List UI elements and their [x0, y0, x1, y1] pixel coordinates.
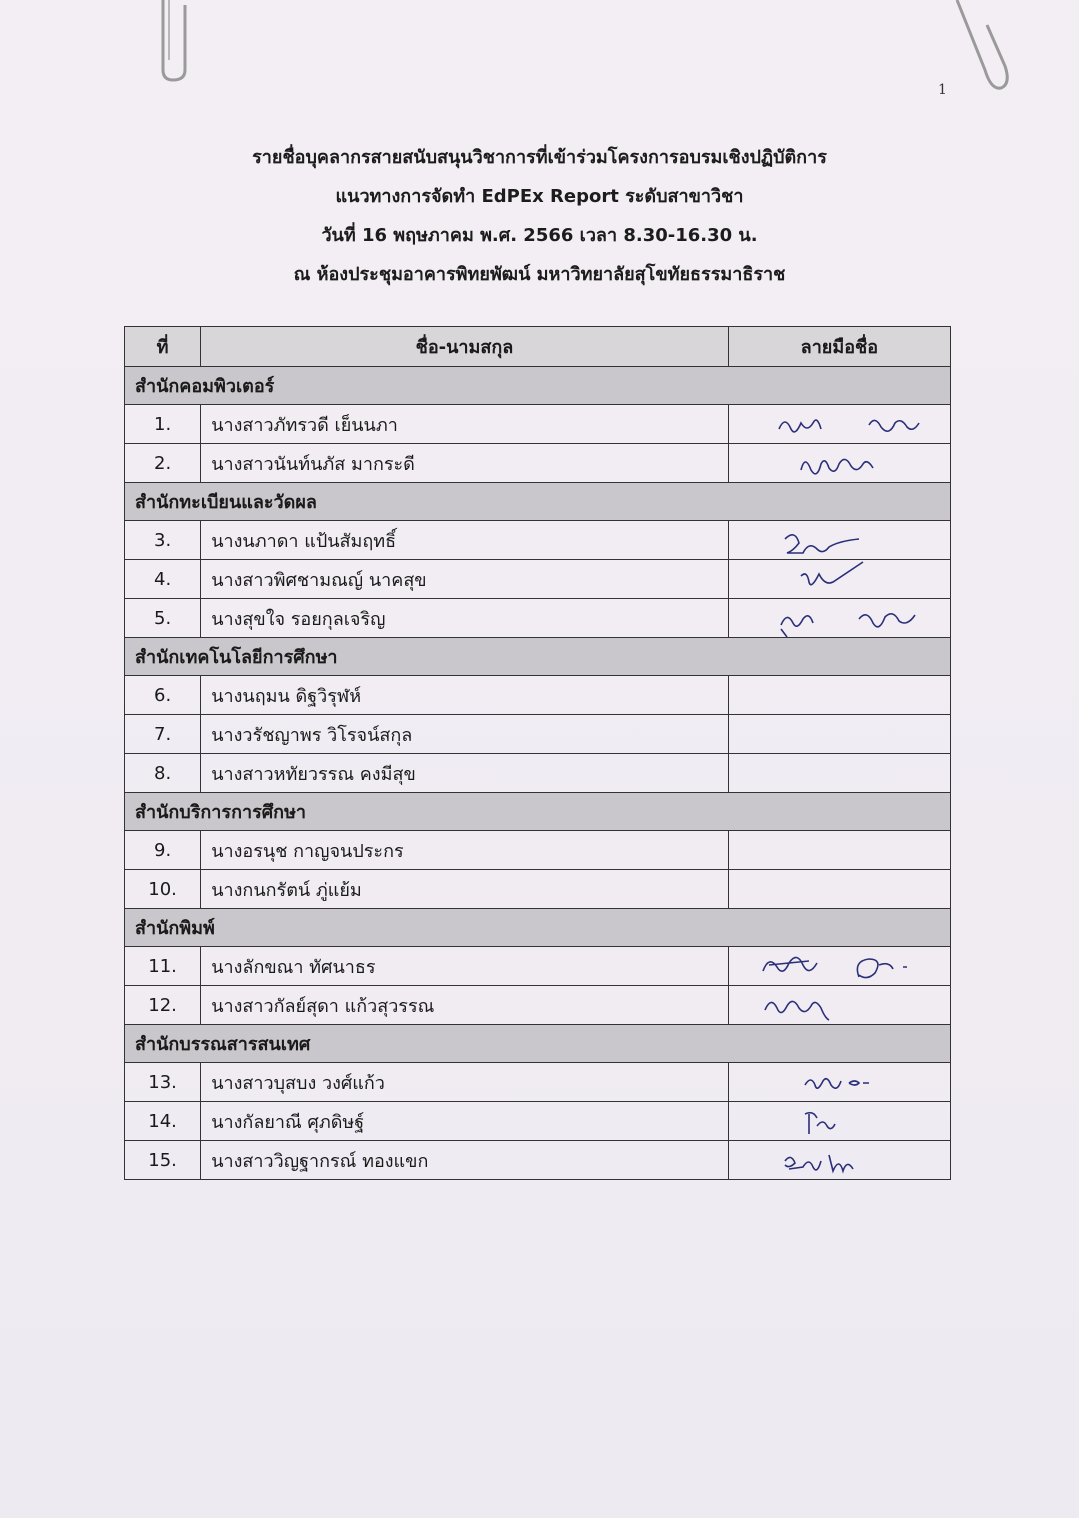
- table-row: [125, 986, 951, 1025]
- row-number: 12.: [125, 986, 201, 1025]
- row-number: 14.: [125, 1102, 201, 1141]
- row-number: 5.: [125, 599, 201, 638]
- title-line: รายชื่อบุคลากรสายสนับสนุนวิชาการที่เข้าร่วมโครงการอบรมเชิงปฏิบัติการ: [252, 147, 827, 168]
- table-row: [125, 715, 951, 754]
- section-label: สำนักคอมพิวเตอร์: [125, 367, 951, 405]
- section-label: สำนักทะเบียนและวัดผล: [125, 483, 951, 521]
- signature-cell: [728, 870, 950, 909]
- section-label: สำนักบรรณสารสนเทศ: [125, 1025, 951, 1063]
- row-name: นางสุขใจ รอยกุลเจริญ: [201, 599, 729, 638]
- table-row: [125, 405, 951, 444]
- table-row: [125, 444, 951, 483]
- row-name: นางสาวหทัยวรรณ คงมีสุข: [201, 754, 729, 793]
- table-row: [125, 560, 951, 599]
- section-row: [125, 367, 951, 405]
- signature-cell: [728, 1063, 950, 1102]
- handwritten-signature: [729, 521, 953, 559]
- row-number: 9.: [125, 831, 201, 870]
- row-name: นางวรัชญาพร วิโรจน์สกุล: [201, 715, 729, 754]
- row-number: 15.: [125, 1141, 201, 1180]
- table-header-row: [125, 327, 951, 367]
- section-label: สำนักบริการการศึกษา: [125, 793, 951, 831]
- handwritten-signature: [729, 1141, 953, 1179]
- section-row: [125, 909, 951, 947]
- table-row: [125, 870, 951, 909]
- row-number: 1.: [125, 405, 201, 444]
- handwritten-signature: [729, 599, 953, 637]
- row-name: นางสาวภัทรวดี เย็นนภา: [201, 405, 729, 444]
- row-number: 7.: [125, 715, 201, 754]
- table-row: [125, 1102, 951, 1141]
- signature-cell: [728, 1141, 950, 1180]
- table-row: [125, 831, 951, 870]
- signature-cell: [728, 521, 950, 560]
- table-row: [125, 1063, 951, 1102]
- header-signature: ลายมือชื่อ: [728, 327, 950, 367]
- handwritten-signature: [729, 986, 953, 1024]
- signature-cell: [728, 560, 950, 599]
- row-name: นางสาวกัลย์สุดา แก้วสุวรรณ: [201, 986, 729, 1025]
- row-number: 2.: [125, 444, 201, 483]
- row-name: นางสาวพิศชามณญ์ นาคสุข: [201, 560, 729, 599]
- row-name: นางอรนุช กาญจนประกร: [201, 831, 729, 870]
- signature-cell: [728, 1102, 950, 1141]
- signature-cell: [728, 986, 950, 1025]
- row-name: นางนฤมน ดิฐวิรุฬห์: [201, 676, 729, 715]
- handwritten-signature: [729, 947, 953, 985]
- row-number: 3.: [125, 521, 201, 560]
- handwritten-signature: [729, 1102, 953, 1140]
- signature-cell: [728, 405, 950, 444]
- title-line: ณ ห้องประชุมอาคารพิทยพัฒน์ มหาวิทยาลัยสุโขทัยธรรมาธิราช: [293, 264, 786, 285]
- row-name: นางนภาดา แป้นสัมฤทธิ์: [201, 521, 729, 560]
- signature-cell: [728, 715, 950, 754]
- paper-clip-icon: [955, 0, 1015, 100]
- table-row: [125, 754, 951, 793]
- row-name: นางกนกรัตน์ ภู่แย้ม: [201, 870, 729, 909]
- handwritten-signature: [729, 444, 953, 482]
- section-row: [125, 483, 951, 521]
- signature-cell: [728, 676, 950, 715]
- title-line: แนวทางการจัดทำ EdPEx Report ระดับสาขาวิชา: [335, 186, 744, 207]
- document-title: [0, 138, 1079, 294]
- paper-clip-icon: [155, 0, 195, 85]
- header-name: ชื่อ-นามสกุล: [201, 327, 729, 367]
- section-label: สำนักเทคโนโลยีการศึกษา: [125, 638, 951, 676]
- section-row: [125, 793, 951, 831]
- signature-cell: [728, 947, 950, 986]
- table-row: [125, 599, 951, 638]
- section-row: [125, 638, 951, 676]
- row-number: 13.: [125, 1063, 201, 1102]
- row-number: 10.: [125, 870, 201, 909]
- row-name: นางสาววิญฐากรณ์ ทองแขก: [201, 1141, 729, 1180]
- signature-cell: [728, 754, 950, 793]
- signature-cell: [728, 599, 950, 638]
- attendance-table: [124, 326, 951, 1180]
- row-name: นางสาวบุสบง วงศ์แก้ว: [201, 1063, 729, 1102]
- row-number: 4.: [125, 560, 201, 599]
- row-name: นางลักขณา ทัศนาธร: [201, 947, 729, 986]
- page-number: 1: [938, 82, 947, 98]
- handwritten-signature: [729, 405, 953, 443]
- section-row: [125, 1025, 951, 1063]
- section-label: สำนักพิมพ์: [125, 909, 951, 947]
- table-row: [125, 1141, 951, 1180]
- header-no: ที่: [125, 327, 201, 367]
- row-name: นางกัลยาณี ศุภดิษฐ์: [201, 1102, 729, 1141]
- table-row: [125, 521, 951, 560]
- title-line: วันที่ 16 พฤษภาคม พ.ศ. 2566 เวลา 8.30-16.30 น.: [321, 225, 758, 246]
- row-name: นางสาวนันท์นภัส มากระดี: [201, 444, 729, 483]
- table-row: [125, 947, 951, 986]
- handwritten-signature: [729, 1063, 953, 1101]
- handwritten-signature: [729, 560, 953, 598]
- row-number: 11.: [125, 947, 201, 986]
- row-number: 6.: [125, 676, 201, 715]
- row-number: 8.: [125, 754, 201, 793]
- signature-cell: [728, 831, 950, 870]
- table-row: [125, 676, 951, 715]
- signature-cell: [728, 444, 950, 483]
